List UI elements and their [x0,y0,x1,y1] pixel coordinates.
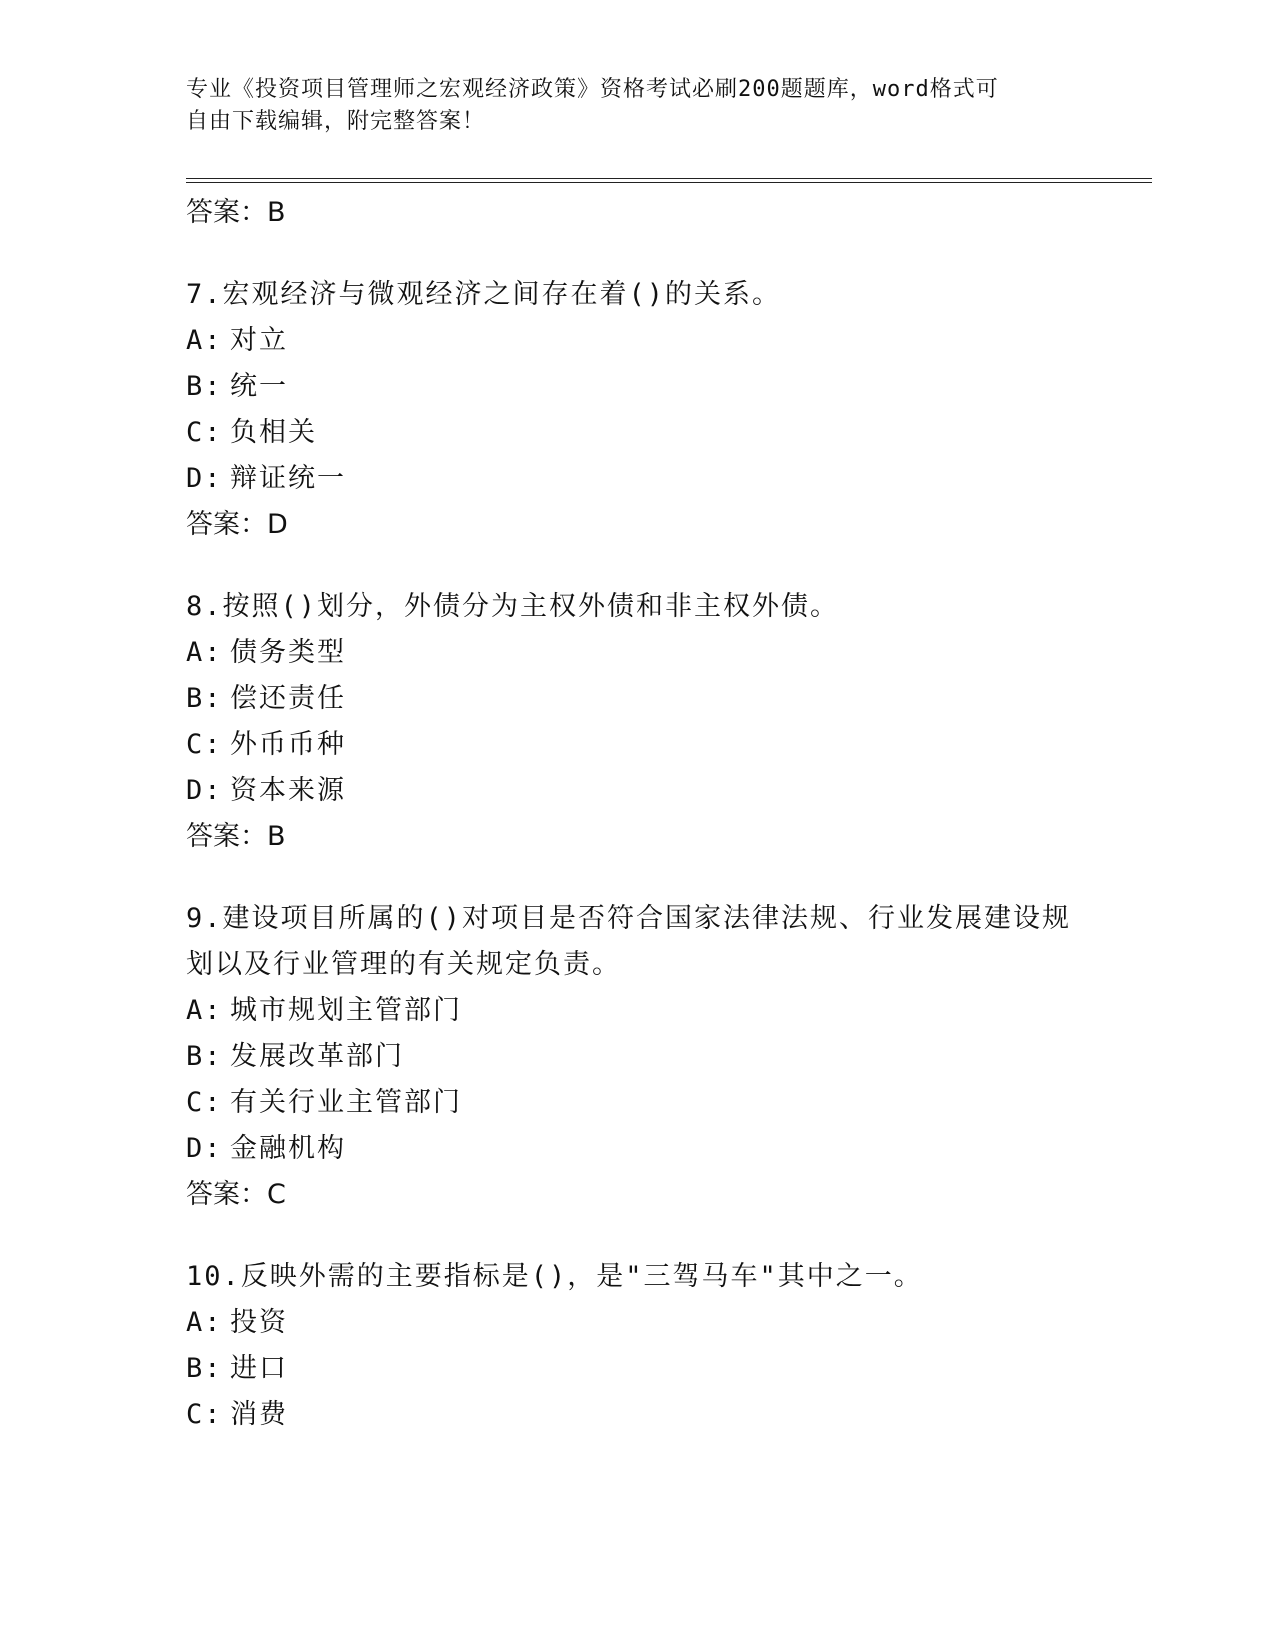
answer-option [186,988,1086,1034]
option-letter: C: [186,1087,223,1118]
answer-option [186,364,1086,410]
option-text: 辩证统一 [230,463,346,494]
header-divider-bottom [186,182,1152,183]
answer-option [186,1300,1086,1346]
option-text: 金融机构 [230,1133,346,1164]
option-text: 负相关 [230,417,317,448]
question-stem: 9.建设项目所属的()对项目是否符合国家法律法规、行业发展建设规 [186,903,1072,934]
answer-option [186,722,1086,768]
answer-option [186,1392,1086,1438]
question-answer: 答案：D [186,509,288,540]
header-line-1: 专业《投资项目管理师之宏观经济政策》资格考试必刷200题题库，word格式可 [186,77,999,102]
option-letter: C: [186,417,223,448]
answer-option [186,1034,1086,1080]
option-text: 有关行业主管部门 [230,1087,462,1118]
question-list [186,186,1086,1438]
option-text: 对立 [230,325,288,356]
option-letter: A: [186,1307,223,1338]
option-text: 进口 [230,1353,288,1384]
option-letter: B: [186,371,223,402]
answer-option [186,456,1086,502]
question-block [186,896,1086,1218]
option-letter: D: [186,1133,223,1164]
option-text: 投资 [230,1307,288,1338]
question-block [186,584,1086,860]
answer-option [186,1346,1086,1392]
option-text: 资本来源 [230,775,346,806]
option-letter: D: [186,463,223,494]
option-text: 偿还责任 [230,683,346,714]
option-letter: B: [186,1041,223,1072]
answer-option [186,630,1086,676]
question-stem: 10.反映外需的主要指标是()，是"三驾马车"其中之一。 [186,1261,923,1292]
answer-option [186,1080,1086,1126]
answer-option [186,1126,1086,1172]
option-letter: B: [186,683,223,714]
option-text: 外币币种 [230,729,346,760]
option-text: 债务类型 [230,637,346,668]
question-stem: 7.宏观经济与微观经济之间存在着()的关系。 [186,279,782,310]
option-text: 发展改革部门 [230,1041,404,1072]
question-stem: 划以及行业管理的有关规定负责。 [186,949,621,980]
previous-answer: 答案：B [186,197,286,228]
answer-option [186,768,1086,814]
question-answer: 答案：C [186,1179,286,1210]
answer-option [186,318,1086,364]
header-line-2: 自由下载编辑，附完整答案！ [186,109,486,134]
option-letter: C: [186,729,223,760]
question-block [186,272,1086,548]
option-letter: A: [186,995,223,1026]
question-block [186,1254,1086,1438]
question-stem: 8.按照()划分，外债分为主权外债和非主权外债。 [186,591,840,622]
answer-option [186,410,1086,456]
option-text: 统一 [230,371,288,402]
option-letter: A: [186,325,223,356]
option-letter: B: [186,1353,223,1384]
question-answer: 答案：B [186,821,286,852]
document-header [186,74,1066,138]
option-text: 城市规划主管部门 [230,995,462,1026]
option-letter: A: [186,637,223,668]
option-letter: D: [186,775,223,806]
answer-option [186,676,1086,722]
option-text: 消费 [230,1399,288,1430]
header-divider-top [186,178,1152,179]
option-letter: C: [186,1399,223,1430]
